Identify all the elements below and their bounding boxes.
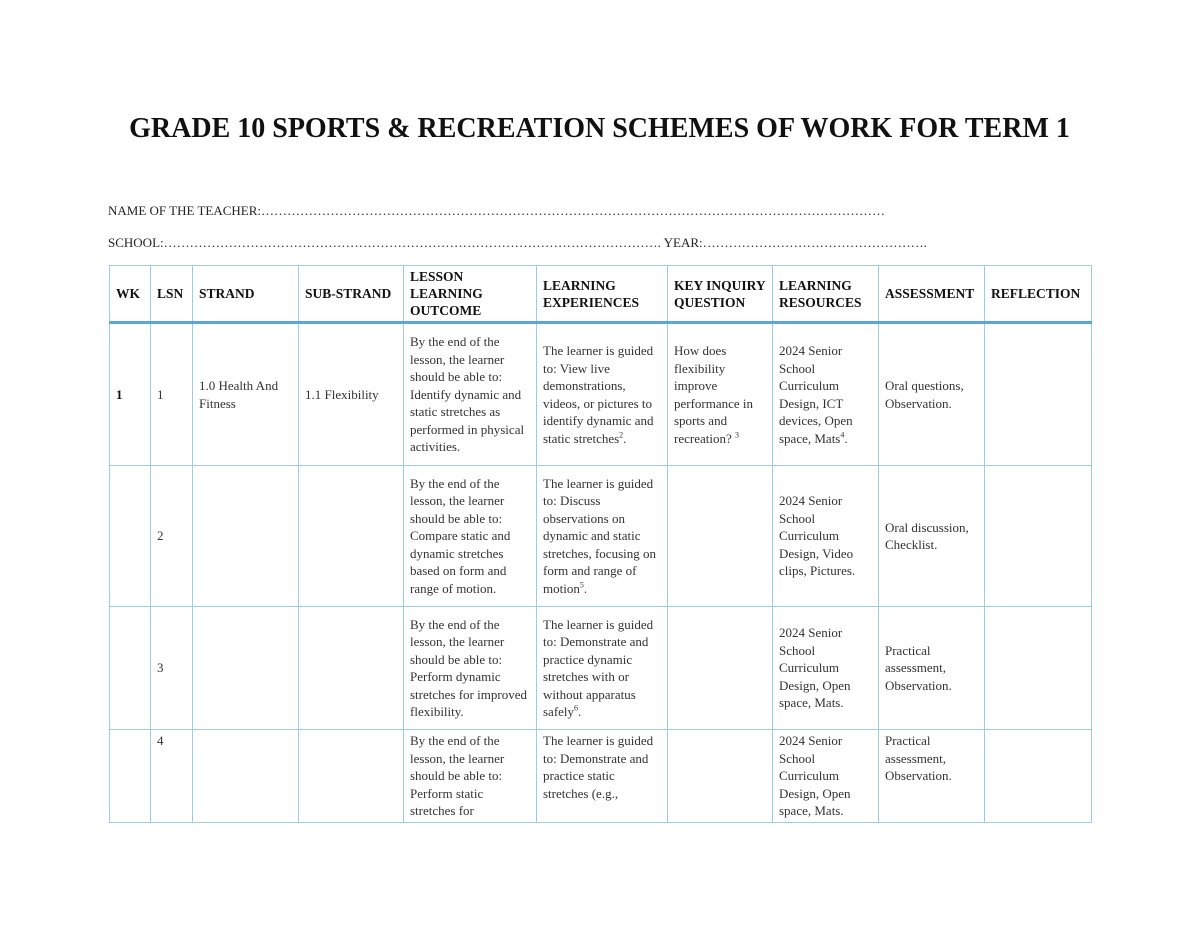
resources-text: 2024 Senior School Curriculum Design, ICT devices, Open space, Mats [779,343,853,446]
page-title: GRADE 10 SPORTS & RECREATION SCHEMES OF WORK FOR TERM 1 [129,113,1070,144]
table-row [110,607,1092,730]
footnote-marker: 5 [579,580,584,590]
experiences-text: The learner is guided to: Discuss observations on dynamic and static stretches, focusing on form and range of motion [543,475,657,596]
strand-cell [193,730,299,823]
reflection-cell[interactable] [985,730,1092,823]
inquiry-cell [668,607,773,730]
week-cell [110,607,151,730]
sub-strand-cell: 1.1 Flexibility [299,323,404,466]
outcome-cell: By the end of the lesson, the learner should be able to: Compare static and dynamic stretches based on form and range of motion. [404,466,537,607]
footnote-marker: 6 [574,703,579,713]
reflection-cell[interactable] [985,607,1092,730]
header-sub-strand: SUB-STRAND [299,266,404,323]
table-row [110,323,1092,466]
strand-cell [193,607,299,730]
outcome-cell: By the end of the lesson, the learner should be able to: Perform static stretches for [404,730,537,823]
experiences-text: The learner is guided to: Demonstrate and practice dynamic stretches with or without apparatus safely [543,616,654,719]
reflection-cell[interactable] [985,466,1092,607]
lesson-cell: 4 [151,730,193,823]
experiences-end: . [578,704,582,719]
header-wk: WK [110,266,151,323]
school-year-line: SCHOOL:……………………………………………………………………………………………………. YEAR:……………………………………………. [108,235,927,250]
sub-strand-cell [299,730,404,823]
resources-end: . [844,430,848,446]
resources-cell: 2024 Senior School Curriculum Design, Open space, Mats. [773,607,879,730]
experiences-text: The learner is guided to: View live demonstrations, videos, or pictures to identify dynamic and static stretches [543,343,654,446]
footnote-marker: 3 [734,430,739,440]
assessment-cell: Oral questions, Observation. [879,323,985,466]
outcome-cell: By the end of the lesson, the learner should be able to: Perform dynamic stretches for improved flexibility. [404,607,537,730]
strand-cell: 1.0 Health And Fitness [193,323,299,466]
header-resources: LEARNING RESOURCES [773,266,879,323]
footnote-marker: 4 [840,430,845,440]
teacher-name-line: NAME OF THE TEACHER:……………………………………………………………………………………………………………………………… [108,203,885,218]
lesson-cell: 1 [151,323,193,466]
outcome-cell: By the end of the lesson, the learner should be able to: Identify dynamic and static stretches as performed in physical activities. [404,323,537,466]
experiences-cell [537,466,668,607]
strand-cell [193,466,299,607]
header-lsn: LSN [151,266,193,323]
sub-strand-cell [299,607,404,730]
week-cell [110,730,151,823]
week-cell [110,466,151,607]
inquiry-cell [668,466,773,607]
header-reflection: REFLECTION [985,266,1092,323]
resources-cell: 2024 Senior School Curriculum Design, Video clips, Pictures. [773,466,879,607]
footnote-marker: 2 [619,430,624,440]
table-row [110,466,1092,607]
week-cell: 1 [110,323,151,466]
inquiry-cell [668,730,773,823]
table-header-row [110,266,1092,323]
assessment-cell: Practical assessment, Observation. [879,607,985,730]
inquiry-text: How does flexibility improve performance in sports and recreation? [674,343,754,446]
assessment-cell: Oral discussion, Checklist. [879,466,985,607]
header-strand: STRAND [193,266,299,323]
header-inquiry: KEY INQUIRY QUESTION [668,266,773,323]
resources-cell: 2024 Senior School Curriculum Design, Open space, Mats. [773,730,879,823]
header-outcome: LESSON LEARNING OUTCOME [404,266,537,323]
header-experiences: LEARNING EXPERIENCES [537,266,668,323]
experiences-end: . [623,430,627,446]
experiences-cell: The learner is guided to: Demonstrate and practice static stretches (e.g., [537,730,668,823]
reflection-cell[interactable] [985,323,1092,466]
experiences-end: . [583,580,588,596]
inquiry-cell [668,323,773,466]
table-row [110,730,1092,823]
assessment-cell: Practical assessment, Observation. [879,730,985,823]
experiences-cell [537,323,668,466]
schemes-of-work-table [109,265,1092,823]
resources-cell [773,323,879,466]
lesson-cell: 3 [151,607,193,730]
header-assessment: ASSESSMENT [879,266,985,323]
sub-strand-cell [299,466,404,607]
experiences-cell [537,607,668,730]
lesson-cell: 2 [151,466,193,607]
